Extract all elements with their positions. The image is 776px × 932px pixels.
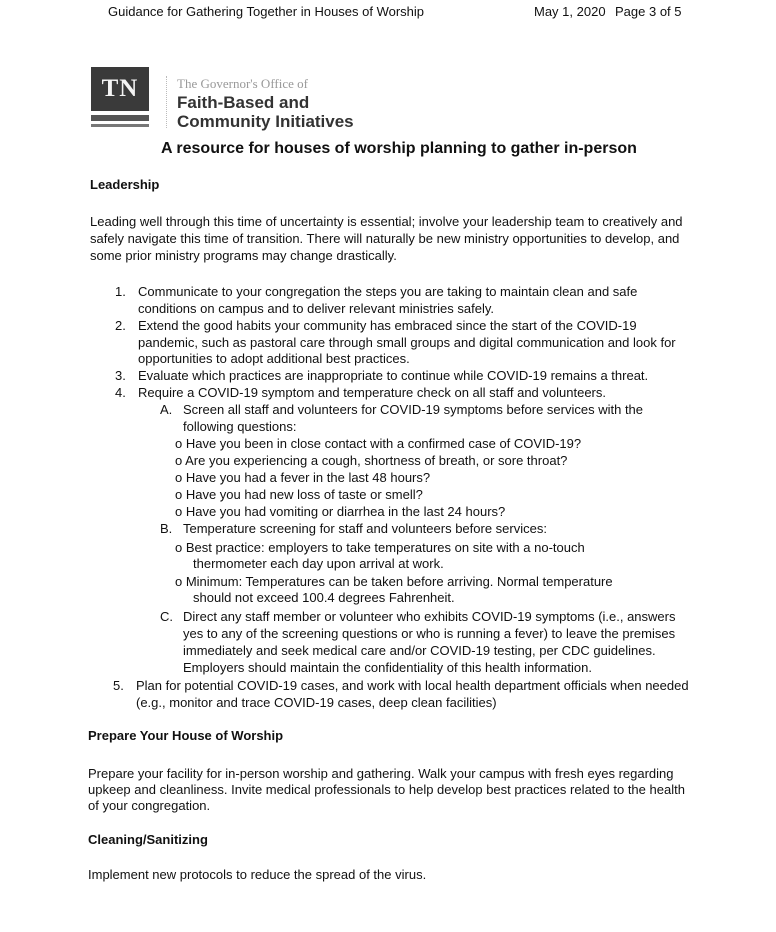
list-item-1-line-1: Communicate to your congregation the steps you are taking to maintain clean and safe	[138, 284, 638, 299]
screening-question: o Have you had new loss of taste or smell?	[175, 487, 423, 502]
screening-question: o Have you had a fever in the last 48 hours?	[175, 470, 431, 485]
sub-c-line-3: immediately and seek medical care and/or COVID-19 testing, per CDC guidelines.	[183, 643, 656, 658]
sub-b-best-practice-line-1: o Best practice: employers to take temperatures on site with a no-touch	[175, 540, 585, 555]
screening-question: o Are you experiencing a cough, shortness of breath, or sore throat?	[175, 453, 568, 468]
sub-letter: B.	[160, 521, 173, 536]
logo-divider	[166, 76, 167, 128]
sub-a-line-1: Screen all staff and volunteers for COVID-19 symptoms before services with the	[183, 402, 644, 417]
office-line-2: Faith-Based and	[177, 93, 310, 112]
leadership-intro-line-2: safely navigate this time of transition. There will naturally be new ministry opportunities to develop, and	[90, 231, 680, 246]
sub-b-minimum-line-2: should not exceed 100.4 degrees Fahrenheit.	[193, 590, 455, 605]
header-date: May 1, 2020	[534, 4, 606, 19]
office-line-1: The Governor's Office of	[177, 76, 308, 91]
sub-letter: A.	[160, 402, 173, 417]
header-page-number: Page 3 of 5	[615, 4, 682, 19]
list-number: 3.	[115, 368, 126, 383]
list-item-2-line-1: Extend the good habits your community has embraced since the start of the COVID-19	[138, 318, 637, 333]
list-item-4-line-1: Require a COVID-19 symptom and temperature check on all staff and volunteers.	[138, 385, 606, 400]
list-item-3-line-1: Evaluate which practices are inappropriate to continue while COVID-19 remains a threat.	[138, 368, 649, 383]
prepare-text-line-1: Prepare your facility for in-person worship and gathering. Walk your campus with fresh eyes regarding	[88, 766, 674, 781]
cleaning-text: Implement new protocols to reduce the spread of the virus.	[88, 867, 427, 882]
sub-a-line-2: following questions:	[183, 419, 297, 434]
sub-c-line-4: Employers should maintain the confidentiality of this health information.	[183, 660, 592, 675]
office-line-3: Community Initiatives	[177, 112, 354, 131]
leadership-intro-line-1: Leading well through this time of uncertainty is essential; involve your leadership team to creatively and	[90, 214, 683, 229]
list-item-1-line-2: conditions on campus and to deliver relevant ministries safely.	[138, 301, 494, 316]
sub-b-line-1: Temperature screening for staff and volunteers before services:	[183, 521, 547, 536]
list-item-2-line-2: pandemic, such as pastoral care through small groups and digital communication and look for	[138, 335, 676, 350]
leadership-intro-line-3: some prior ministry programs may change drastically.	[90, 248, 397, 263]
sub-b-best-practice-line-2: thermometer each day upon arrival at work.	[193, 556, 444, 571]
logo-bar-thin	[91, 124, 149, 127]
list-number: 1.	[115, 284, 126, 299]
prepare-text-line-2: upkeep and cleanliness. Invite medical professionals to help develop best practices related to the health	[88, 782, 685, 797]
list-item-5-line-2: (e.g., monitor and trace COVID-19 cases, deep clean facilities)	[136, 695, 497, 710]
tn-logo	[91, 67, 149, 129]
document-heading: A resource for houses of worship planning to gather in-person	[161, 140, 637, 157]
prepare-text-line-3: of your congregation.	[88, 798, 211, 813]
list-number: 4.	[115, 385, 126, 400]
screening-question: o Have you had vomiting or diarrhea in the last 24 hours?	[175, 504, 506, 519]
list-item-2-line-3: opportunities to adopt additional best practices.	[138, 351, 410, 366]
leadership-heading: Leadership	[90, 177, 160, 192]
sub-c-line-2: yes to any of the screening questions or who is running a fever) to leave the premises	[183, 626, 676, 641]
logo-bar	[91, 115, 149, 121]
tn-logo-mark: TN	[91, 67, 149, 111]
sub-letter: C.	[160, 609, 173, 624]
screening-question: o Have you been in close contact with a confirmed case of COVID-19?	[175, 436, 582, 451]
cleaning-heading: Cleaning/Sanitizing	[88, 832, 208, 847]
sub-b-minimum-line-1: o Minimum: Temperatures can be taken before arriving. Normal temperature	[175, 574, 613, 589]
list-item-5-line-1: Plan for potential COVID-19 cases, and work with local health department officials when needed	[136, 678, 689, 693]
list-number: 2.	[115, 318, 126, 333]
sub-c-line-1: Direct any staff member or volunteer who exhibits COVID-19 symptoms (i.e., answers	[183, 609, 676, 624]
prepare-heading: Prepare Your House of Worship	[88, 728, 284, 743]
header-doc-title: Guidance for Gathering Together in Houses of Worship	[108, 4, 425, 19]
list-number: 5.	[113, 678, 124, 693]
